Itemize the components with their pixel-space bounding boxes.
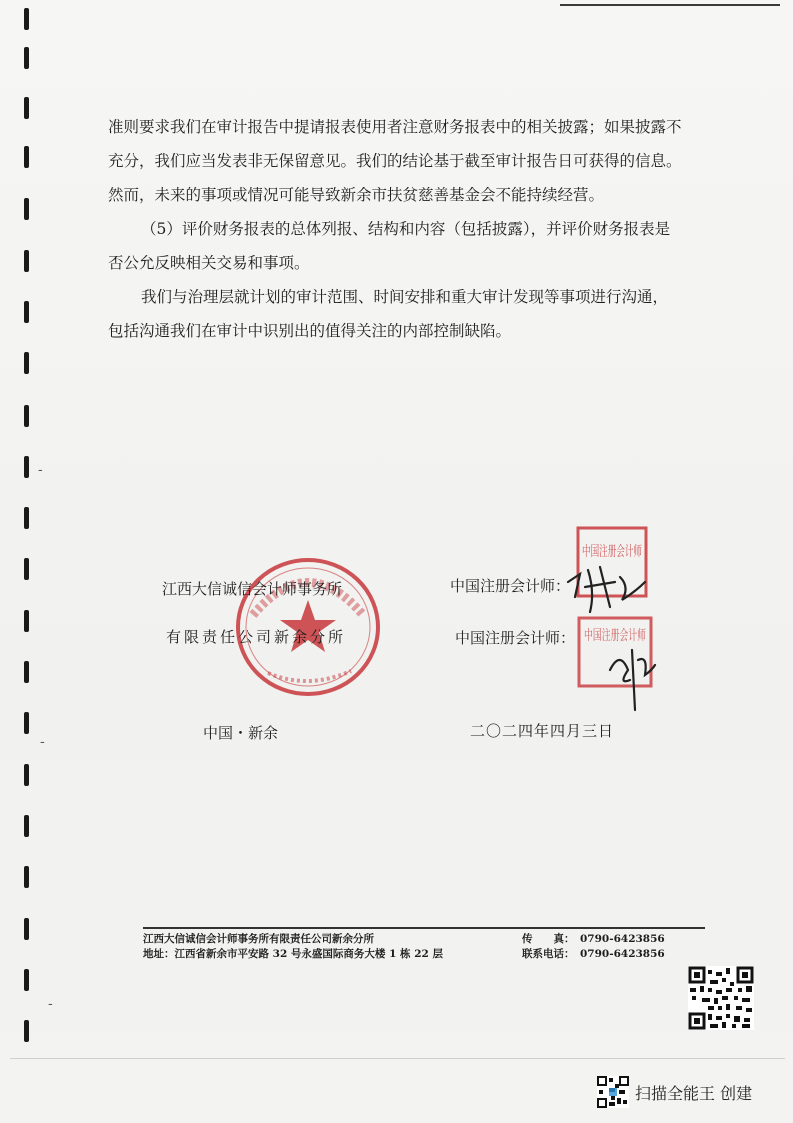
- binding-hole: [24, 250, 29, 272]
- binding-hole: [24, 405, 29, 427]
- qr-code-icon: [688, 966, 754, 1030]
- cpa-label-2: 中国注册会计师：: [455, 629, 576, 647]
- binding-hole: [24, 712, 29, 734]
- seal-text: 中国注册会计师: [584, 628, 682, 644]
- paragraph-going-concern: 准则要求我们在审计报告中提请报表使用者注意财务报表中的相关披露；如果披露不充分，我们应当发表非无保留意见。我们的结论基于截至审计报告日可获得的信息。然而，未来的事项或情况可能导致新余市扶贫慈善基金会不能持续经营。: [108, 118, 682, 204]
- footer-rule: [143, 927, 705, 929]
- binding-hole: [24, 146, 29, 168]
- binding-hole: [24, 47, 29, 69]
- footer-firm-info: [143, 932, 443, 962]
- phone-label: 联系电话：: [522, 948, 575, 960]
- watermark-text: 扫描全能王 创建: [635, 1083, 753, 1103]
- footer-contact: [522, 932, 665, 962]
- binding-hole: [24, 815, 29, 837]
- paragraph-governance-communication: 我们与治理层就计划的审计范围、时间安排和重大审计发现等事项进行沟通，包括沟通我们在审计中识别出的值得关注的内部控制缺陷。: [108, 288, 669, 340]
- fax-value: 0790-6423856: [580, 933, 665, 945]
- paragraph-evaluate-presentation: （5）评价财务报表的总体列报、结构和内容（包括披露），并评价财务报表是否公允反映相关交易和事项。: [108, 220, 671, 272]
- scan-speck: -: [38, 462, 43, 478]
- firm-name-line2: 有限责任公司新余分所: [166, 628, 347, 646]
- cpa-signature-1: [560, 552, 655, 622]
- watermark-qr-icon: [597, 1076, 629, 1108]
- footer-address: 地址：江西省新余市平安路 32 号永盛国际商务大楼 1 栋 22 层: [143, 948, 443, 960]
- top-rule: [560, 4, 780, 6]
- page-bottom-rule: [10, 1058, 785, 1059]
- signing-city: 中国・新余: [203, 724, 279, 742]
- binding-hole: [24, 507, 29, 529]
- binding-hole: [24, 456, 29, 478]
- binding-hole: [24, 918, 29, 940]
- footer-fax: [522, 932, 665, 947]
- binding-hole: [24, 198, 29, 220]
- signing-date: 二〇二四年四月三日: [470, 722, 615, 740]
- binding-hole: [24, 8, 29, 30]
- cpa-label-1: 中国注册会计师：: [450, 577, 571, 595]
- binding-hole: [24, 558, 29, 580]
- binding-hole: [24, 661, 29, 683]
- binding-hole: [24, 610, 29, 632]
- camscanner-watermark: [597, 1077, 752, 1107]
- binding-hole: [24, 97, 29, 119]
- binding-hole: [24, 301, 29, 323]
- firm-name-line1: 江西大信诚信会计师事务所: [162, 580, 343, 598]
- footer-firm-name: 江西大信诚信会计师事务所有限责任公司新余分所: [143, 933, 374, 945]
- binding-hole: [24, 352, 29, 374]
- binding-hole: [24, 764, 29, 786]
- binding-hole: [24, 866, 29, 888]
- fax-label: 传 真：: [522, 933, 575, 945]
- binding-holes: [18, 0, 38, 1123]
- seal-text: 中国注册会计师: [582, 544, 680, 560]
- footer-phone: [522, 947, 665, 962]
- binding-hole: [24, 969, 29, 991]
- scan-speck: -: [48, 996, 53, 1012]
- scan-speck: -: [40, 734, 45, 750]
- cpa-signature-2: [600, 630, 660, 715]
- phone-value: 0790-6423856: [580, 948, 665, 960]
- report-body: [108, 110, 683, 348]
- binding-hole: [24, 1020, 29, 1042]
